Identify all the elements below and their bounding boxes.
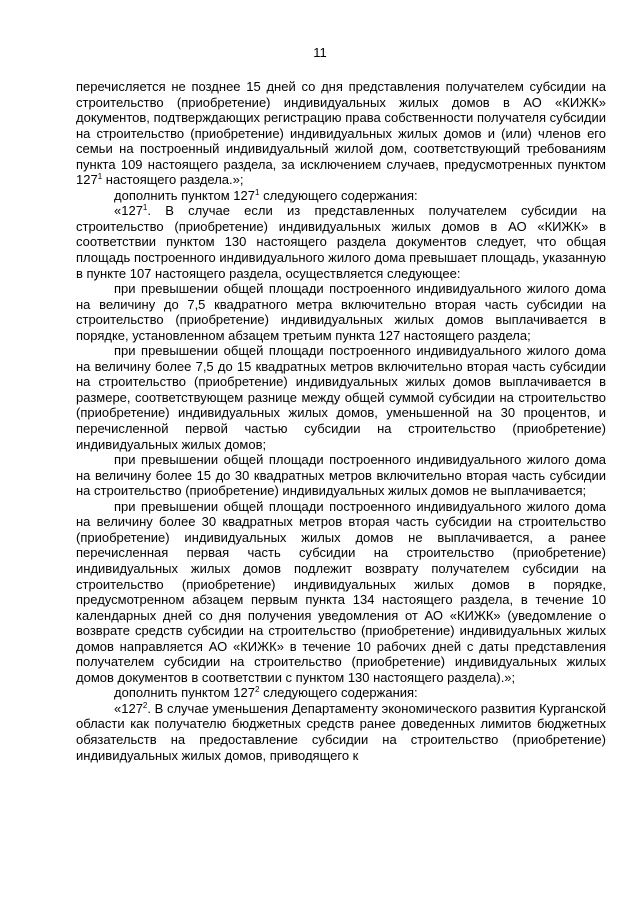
text-run: «127 [114, 203, 143, 219]
text-run: . В случае если из представленных получателем субсидии на строительство (приобретение) индивидуальных жилых домов в АО «КИЖК» в соответствии пунктом 130 настоящего раздела документов следует, что общая площадь построенного индивидуального жилого дома превышает площадь, указанную в пункте 107 настоящего раздела, осуществляется следующее: [76, 203, 606, 281]
paragraph [76, 701, 606, 763]
paragraph [76, 79, 606, 188]
superscript: 2 [142, 700, 148, 710]
text-run: настоящего раздела.»; [102, 172, 244, 188]
text-run: следующего содержания: [259, 685, 418, 701]
paragraph [76, 499, 606, 686]
text-run: перечисляется не позднее 15 дней со дня представления получателем субсидии на строительство (приобретение) индивидуальных жилых домов в АО «КИЖК» документов, подтверждающих регистрацию права собственности получателя субсидии на строительство (приобретение) индивидуальных жилых домов и (или) членов его семьи на построенный индивидуальный жилой дом, соответствующий требованиям пункта 109 настоящего раздела, за исключением случаев, предусмотренных пунктом 127 [76, 79, 606, 188]
paragraph [76, 188, 606, 204]
text-run: дополнить пунктом 127 [114, 685, 255, 701]
superscript: 1 [97, 172, 103, 182]
text-run: следующего содержания: [259, 187, 418, 203]
paragraph [76, 343, 606, 452]
paragraph [76, 685, 606, 701]
text-run: «127 [114, 700, 143, 716]
superscript: 1 [255, 187, 260, 197]
superscript: 1 [142, 203, 148, 213]
document-body [76, 79, 606, 763]
text-run: при превышении общей площади построенного индивидуального жилого дома на величину более 15 до 30 квадратных метров включительно вторая часть субсидии на строительство (приобретение) индивидуальных жилых домов не выплачивается; [76, 452, 606, 499]
paragraph [76, 203, 606, 281]
text-run: дополнить пунктом 127 [114, 187, 255, 203]
superscript: 2 [255, 685, 260, 695]
text-run: при превышении общей площади построенного индивидуального жилого дома на величину более 7,5 до 15 квадратных метров включительно вторая часть субсидии на строительство (приобретение) индивидуальных жилых домов выплачивается в размере, соответствующем разнице между общей суммой субсидии на строительство (приобретение) индивидуальных жилых домов, уменьшенной на 30 процентов, и перечисленной первой частью субсидии на строительство (приобретение) индивидуальных жилых домов; [76, 343, 606, 452]
text-run: при превышении общей площади построенного индивидуального жилого дома на величину до 7,5 квадратного метра включительно вторая часть субсидии на строительство (приобретение) индивидуальных жилых домов выплачивается в порядке, установленном абзацем третьим пункта 127 настоящего раздела; [76, 281, 606, 343]
page-number: 11 [313, 45, 327, 60]
text-run: . В случае уменьшения Департаменту экономического развития Курганской области как получателю бюджетных средств ранее доведенных лимитов бюджетных обязательств на предоставление субсидии на строительство (приобретение) индивидуальных жилых домов, приводящего к [76, 700, 606, 763]
text-run: при превышении общей площади построенного индивидуального жилого дома на величину более 30 квадратных метров вторая часть субсидии на строительство (приобретение) индивидуальных жилых домов не выплачивается, а ранее перечисленная первая часть субсидии на строительство (приобретение) индивидуальных жилых домов подлежит возврату получателем субсидии на строительство (приобретение) индивидуальных жилых домов в порядке, предусмотренном абзацем первым пункта 134 настоящего раздела, в течение 10 календарных дней со дня получения уведомления от АО «КИЖК» (уведомление о возврате средств субсидии на строительство (приобретение) индивидуальных жилых домов направляется АО «КИЖК» в течение 10 рабочих дней с даты представления получателем субсидии на строительство (приобретение) индивидуальных жилых домов документов в соответствии с пунктом 130 настоящего раздела).»; [76, 498, 606, 685]
paragraph [76, 452, 606, 499]
paragraph [76, 281, 606, 343]
